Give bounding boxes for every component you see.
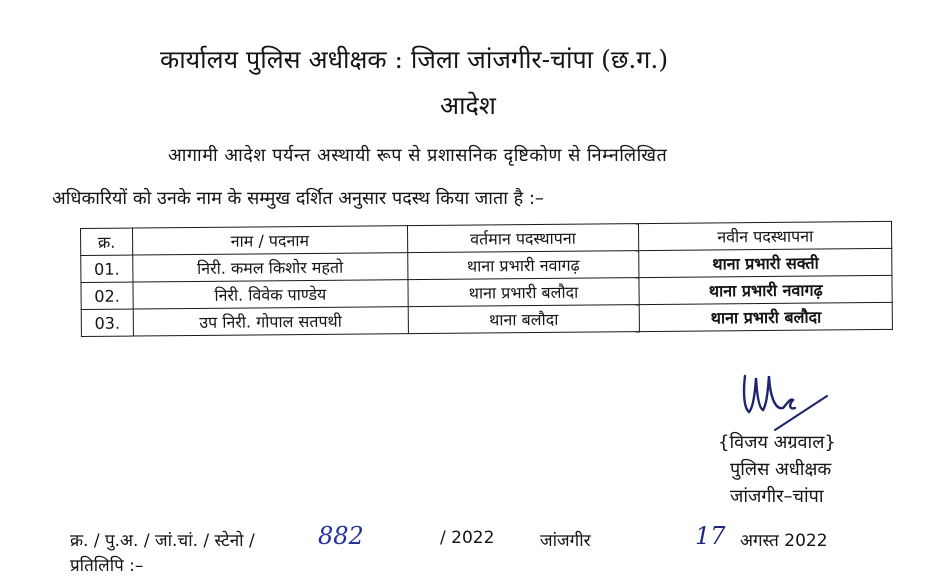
header-serial: क्र. [81, 228, 133, 255]
name-cell: निरी. कमल किशोर महतो [133, 253, 408, 282]
handwritten-signature [735, 368, 835, 438]
name-cell: निरी. विवेक पाण्डेय [133, 280, 408, 309]
header-name: नाम / पदनाम [132, 226, 407, 255]
signatory-place: जांजगीर–चांपा [730, 486, 824, 507]
current-posting-cell: थाना बलौदा [408, 305, 640, 334]
order-text-line-1: आगामी आदेश पर्यन्त अस्थायी रूप से प्रशासनिक दृष्टिकोण से निम्नलिखित [168, 145, 668, 166]
name-cell: उप निरी. गोपाल सतपथी [133, 307, 408, 336]
order-date: अगस्त 2022 [740, 531, 828, 551]
posting-table [80, 221, 893, 337]
header-new-posting: नवीन पदस्थापना [639, 221, 892, 250]
serial-cell: 01. [81, 255, 133, 282]
signatory-name: {विजय अग्रवाल} [718, 432, 836, 453]
order-heading: आदेश [440, 91, 496, 120]
header-current-posting: वर्तमान पदस्थापना [407, 224, 639, 253]
current-posting-cell: थाना प्रभारी बलौदा [408, 278, 640, 307]
office-title: कार्यालय पुलिस अधीक्षक : जिला जांजगीर-चांपा (छ.ग.) [160, 45, 669, 74]
serial-cell: 02. [81, 282, 133, 309]
reference-place: जांजगीर [540, 531, 591, 551]
serial-cell: 03. [81, 309, 133, 336]
reference-prefix: क्र. / पु.अ. / जां.चां. / स्टेनो / [70, 531, 255, 551]
order-day: 17 [695, 522, 726, 550]
new-posting-cell: थाना प्रभारी सक्ती [639, 248, 892, 277]
reference-number: 882 [318, 522, 364, 550]
current-posting-cell: थाना प्रभारी नवागढ़ [407, 251, 639, 280]
reference-year: / 2022 [440, 528, 495, 548]
copy-to-label: प्रतिलिपि :– [70, 556, 144, 576]
table-row [81, 302, 892, 336]
signatory-designation: पुलिस अधीक्षक [730, 459, 832, 480]
new-posting-cell: थाना प्रभारी नवागढ़ [639, 275, 892, 304]
new-posting-cell: थाना प्रभारी बलौदा [639, 302, 892, 331]
order-text-line-2: अधिकारियों को उनके नाम के सम्मुख दर्शित अनुसार पदस्थ किया जाता है :– [52, 188, 544, 209]
